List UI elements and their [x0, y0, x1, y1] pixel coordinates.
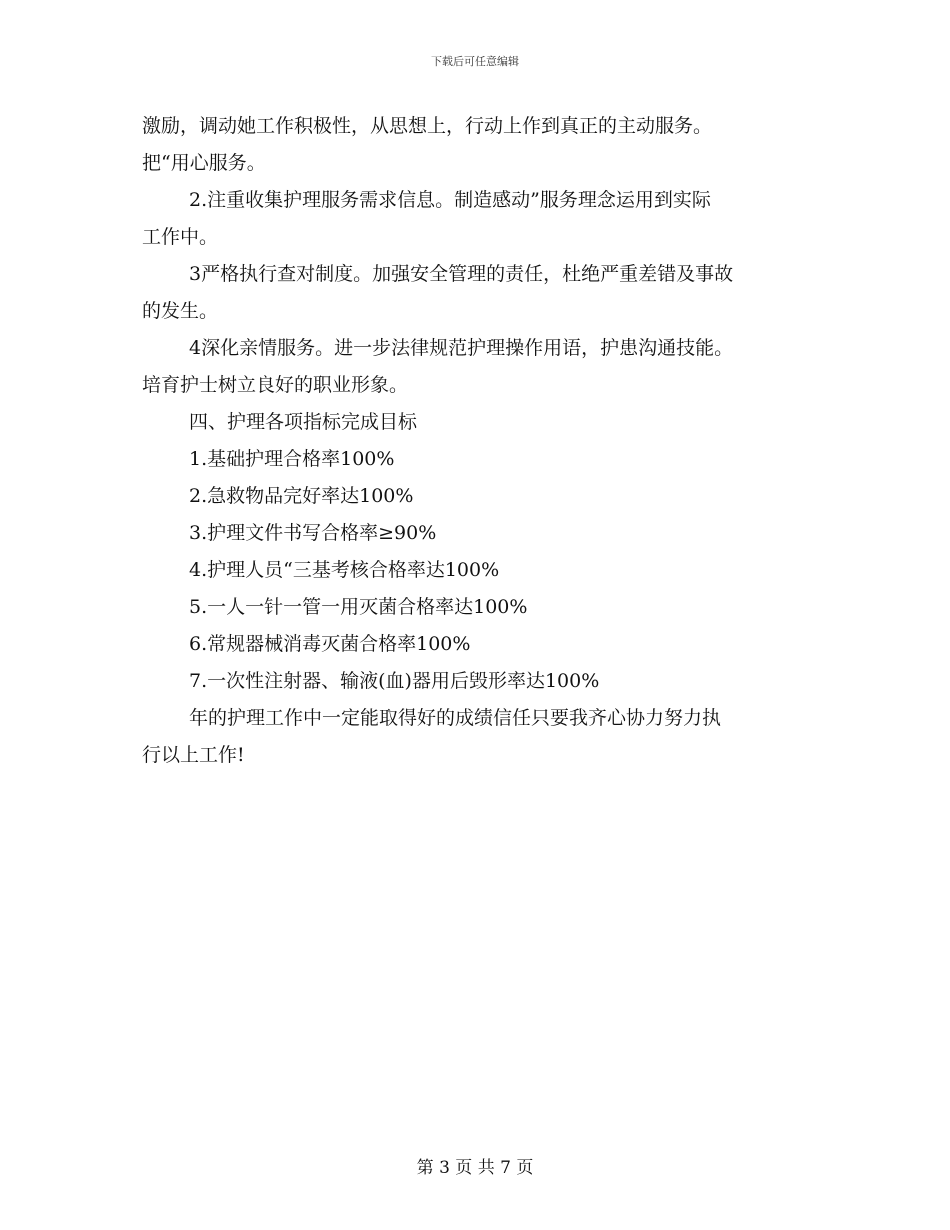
body-line: 行以上工作!	[142, 744, 245, 766]
section-heading: 四、护理各项指标完成目标	[189, 411, 418, 433]
body-line: 年的护理工作中一定能取得好的成绩信任只要我齐心协力努力执	[189, 707, 722, 729]
body-line: 3严格执行查对制度。加强安全管理的责任，杜绝严重差错及事故	[189, 263, 734, 285]
body-line: 工作中。	[142, 226, 219, 248]
body-line: 4深化亲情服务。进一步法律规范护理操作用语，护患沟通技能。	[189, 337, 734, 359]
list-item: 2.急救物品完好率达100%	[189, 485, 414, 507]
body-line: 的发生。	[142, 300, 219, 322]
body-line: 培育护士树立良好的职业形象。	[142, 374, 409, 396]
list-item: 1.基础护理合格率100%	[189, 448, 395, 470]
list-item: 6.常规器械消毒灭菌合格率100%	[189, 633, 471, 655]
document-body	[142, 108, 814, 774]
list-item: 4.护理人员“三基考核合格率达100%	[189, 559, 500, 581]
page-header: 下载后可任意编辑	[431, 55, 519, 68]
page-number: 第 3 页 共 7 页	[416, 1158, 534, 1178]
body-line: 激励，调动她工作积极性，从思想上，行动上作到真正的主动服务。	[142, 115, 713, 137]
body-line: 把“用心服务。	[142, 152, 266, 174]
list-item: 5.一人一针一管一用灭菌合格率达100%	[189, 596, 528, 618]
body-line: 2.注重收集护理服务需求信息。制造感动”服务理念运用到实际	[189, 189, 711, 211]
list-item: 7.一次性注射器、输液(血)器用后毁形率达100%	[189, 670, 600, 692]
list-item: 3.护理文件书写合格率≥90%	[189, 522, 437, 544]
